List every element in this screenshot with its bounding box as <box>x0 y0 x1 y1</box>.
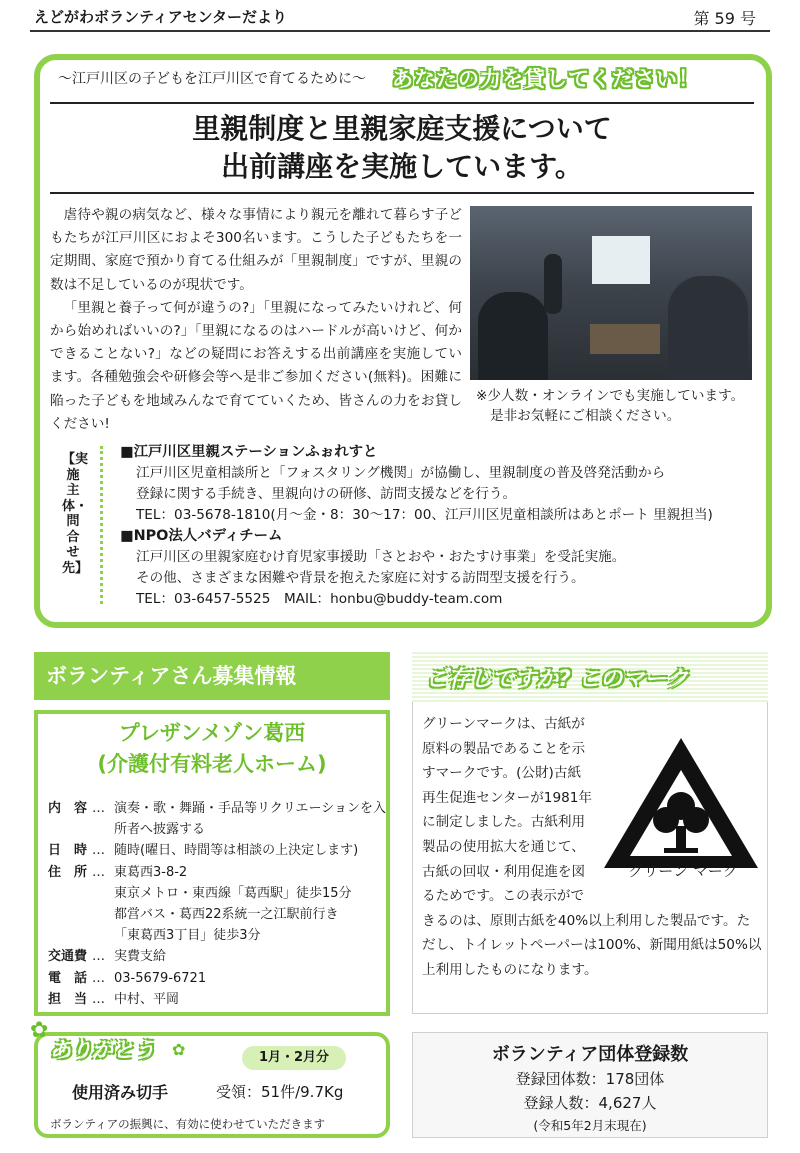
presenter-figure <box>544 254 562 314</box>
recruit-detail-value: 東葛西3-8-2 <box>114 864 188 880</box>
org-buddy-line-1: 江戸川区の里親家庭むけ育児家事援助「さとおや・おたすけ事業」を受託実施。 <box>136 549 626 565</box>
facility-name <box>34 718 390 780</box>
header-divider <box>30 30 770 32</box>
thanks-count: 受領：51件/9.7Kg <box>216 1083 344 1101</box>
org-forest-line-2: 登録に関する手続き、里親向けの研修、訪問支援などを行う。 <box>136 486 517 502</box>
org-buddy-contact: TEL：03-6457-5525 MAIL：honbu@buddy-team.com <box>136 591 503 607</box>
registry-title: ボランティア団体登録数 <box>491 1044 689 1065</box>
photo-caption <box>476 386 744 426</box>
recruit-detail-separator: … <box>92 949 105 965</box>
facility-name-line-1: プレザンメゾン葛西 <box>118 721 306 745</box>
headline-rule-bottom <box>50 192 754 194</box>
recruit-details <box>48 798 394 1010</box>
gear-icon: ✿ <box>30 1018 49 1043</box>
headline-line-1: 里親制度と里親家庭支援について <box>192 112 612 145</box>
org-forest-name: ■江戸川区里親ステーションふぉれすと <box>120 444 378 460</box>
lecture-photo <box>470 206 752 380</box>
recruit-detail-separator: … <box>92 970 105 986</box>
newsletter-title: えどがわボランティアセンターだより <box>34 8 288 26</box>
org-forest-tel: TEL：03-5678-1810(月～金・8：30～17：00、江戸川区児童相談所はあとポート 里親担当) <box>136 507 713 523</box>
recruit-detail-label: 日 時 <box>48 843 88 859</box>
feature-paragraph-1: 虐待や親の病気など、様々な事情により親元を離れて暮らす子どもたちが江戸川区におよそ300名います。こうした子どもたちを一定期間、家庭で預かり育てる仕組みが「里親制度」ですが、里親の数は不足しているのが現状です。 <box>50 207 462 293</box>
facility-name-line-2: (介護付有料老人ホーム) <box>97 752 327 776</box>
org-buddy-line-2: その他、さまざまな困難や背景を抱えた家庭に対する訪問型支援を行う。 <box>136 570 585 586</box>
org-forest <box>120 442 713 526</box>
thanks-period-badge: 1月・2月分 <box>242 1046 346 1070</box>
recruit-banner-title: ボランティアさん募集情報 <box>46 664 297 688</box>
recruit-detail-label: 交通費 <box>48 949 88 965</box>
recruit-detail-value: 中村、平岡 <box>114 991 180 1007</box>
feature-headline <box>50 110 754 186</box>
recruit-detail-value: 演奏・歌・舞踊・手品等リクリエーションを入所者へ披露する <box>114 801 386 838</box>
table-shape <box>590 324 660 354</box>
recruit-detail-separator <box>92 883 114 904</box>
recruit-detail-value: 随時(曜日、時間等は相談の上決定します) <box>114 843 359 859</box>
thanks-item: 使用済み切手 <box>72 1083 169 1102</box>
recruit-detail-row <box>48 798 394 840</box>
recruit-detail-label <box>48 925 92 946</box>
feature-catchphrase: あなたの力を貸してください！ <box>392 67 700 91</box>
green-mark-description <box>422 712 762 983</box>
green-mark-label: グリーン マーク <box>628 862 738 880</box>
green-mark-banner-title: ご存じですか? このマーク <box>426 667 689 692</box>
recruit-detail-separator: … <box>92 843 105 859</box>
recruit-detail-value: 実費支給 <box>114 949 167 965</box>
contact-dotted-divider <box>100 446 103 604</box>
recruit-detail-value: 03-5679-6721 <box>114 970 207 986</box>
recruit-detail-label: 電 話 <box>48 970 88 986</box>
feature-body <box>50 204 462 436</box>
registry-people: 登録人数：4,627人 <box>523 1094 657 1112</box>
org-buddy-name: ■NPO法人バディチーム <box>120 528 283 544</box>
projector-screen <box>592 236 650 284</box>
org-buddy <box>120 526 625 610</box>
green-mark-banner <box>412 652 768 702</box>
headline-rule-top <box>50 102 754 104</box>
logo-spacer <box>594 712 762 892</box>
recruit-detail-separator: … <box>92 864 105 880</box>
recruit-detail-value: 「東葛西3丁目」徒歩3分 <box>114 928 261 944</box>
recruit-detail-row <box>48 968 394 989</box>
contact-heading: 【実施主体・問合せ先】 <box>62 452 89 576</box>
headline-line-2: 出前講座を実施しています。 <box>221 150 583 183</box>
recruit-detail-value: 東京メトロ・東西線「葛西駅」徒歩15分 <box>114 885 352 901</box>
recruit-detail-row <box>48 840 394 861</box>
recruit-detail-row <box>48 989 394 1010</box>
issue-number: 第 59 号 <box>693 9 756 28</box>
recruit-detail-separator <box>92 904 114 925</box>
recruit-detail-separator <box>92 925 114 946</box>
registry-note: (令和5年2月末現在) <box>533 1118 647 1133</box>
photo-caption-line-1: ※少人数・オンラインでも実施しています。 <box>476 388 745 404</box>
recruit-detail-row <box>48 925 394 946</box>
recruit-detail-label <box>48 904 92 925</box>
recruit-detail-row <box>48 862 394 883</box>
feature-paragraph-2: 「里親と養子って何が違うの?」「里親になってみたいけれど、何から始めればいいの?」「里親になるのはハードルが高いけど、何かできることない?」などの疑問にお答えする出前講座を実施しています。各種勉強会や研修会等へ是非ご参加ください(無料)。困難に陥った子どもを地域みんなで育てていくため、皆さんの力をお貸しください! <box>50 299 462 432</box>
thanks-footnote: ボランティアの振興に、有効に使わせていただきます <box>50 1117 326 1131</box>
recruit-detail-label: 内 容 <box>48 801 88 816</box>
audience-figure-right <box>668 276 748 380</box>
photo-caption-line-2: 是非お気軽にご相談ください。 <box>490 408 681 424</box>
org-forest-line-1: 江戸川区児童相談所と「フォスタリング機関」が協働し、里親制度の普及啓発活動から <box>136 465 666 481</box>
recruit-detail-label: 担 当 <box>48 991 88 1007</box>
feature-subtitle: ～江戸川区の子どもを江戸川区で育てるために～ <box>58 71 366 87</box>
recruit-detail-row <box>48 904 394 925</box>
audience-figure-left <box>478 292 548 380</box>
recruit-detail-row <box>48 946 394 967</box>
thanks-title: ありがとう <box>50 1038 155 1062</box>
recruit-detail-separator: … <box>92 991 105 1007</box>
recruit-detail-row <box>48 883 394 904</box>
recruit-detail-separator: … <box>92 801 105 816</box>
flower-icon: ✿ <box>172 1040 186 1059</box>
recruit-banner <box>34 652 390 700</box>
recruit-detail-label <box>48 883 92 904</box>
recruit-detail-value: 都営バス・葛西22系統一之江駅前行き <box>114 907 339 923</box>
green-mark-text: グリーンマークは、古紙が原料の製品であることを示すマークです。(公財)古紙再生促進センターが1981年に制定しました。古紙利用製品の使用拡大を通じて、古紙の回収・利用促進を図るためです。この表示ができるのは、原則古紙を40%以上利用した製品です。ただし、トイレットペーパーは100%、新聞用紙は50%以上利用したものになります。 <box>422 716 762 978</box>
recruit-detail-label: 住 所 <box>48 864 88 880</box>
registry-groups: 登録団体数：178団体 <box>515 1070 665 1088</box>
